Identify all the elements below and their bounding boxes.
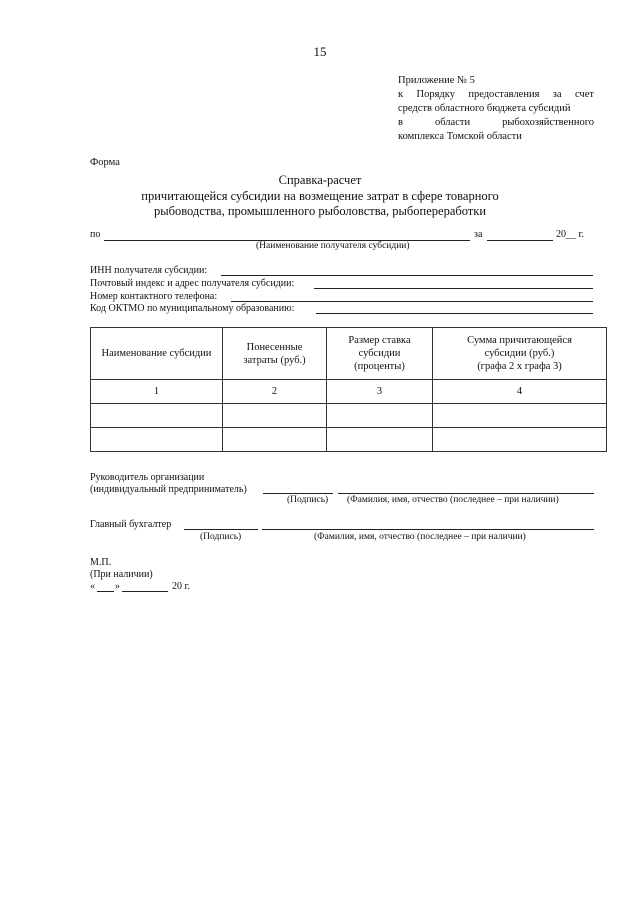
head-name-line[interactable] bbox=[338, 493, 594, 494]
date-open-quote: « bbox=[90, 581, 95, 592]
date-close-quote: » bbox=[115, 581, 120, 592]
phone-label: Номер контактного телефона: bbox=[90, 291, 218, 302]
table-row bbox=[91, 428, 607, 452]
table-cell[interactable] bbox=[433, 404, 607, 428]
column-number: 4 bbox=[433, 380, 607, 404]
head-signature-line[interactable] bbox=[263, 493, 333, 494]
column-number: 1 bbox=[91, 380, 223, 404]
page-number: 15 bbox=[313, 44, 327, 59]
period-line[interactable] bbox=[487, 240, 553, 241]
stamp-label: М.П. bbox=[90, 557, 112, 568]
head-signature-caption: (Подпись) bbox=[287, 495, 329, 505]
table-cell[interactable] bbox=[327, 404, 433, 428]
accountant-signature-caption: (Подпись) bbox=[200, 532, 242, 542]
oktmo-label: Код ОКТМО по муниципальному образованию: bbox=[90, 303, 295, 314]
accountant-name-caption: (Фамилия, имя, отчество (последнее – при наличии) bbox=[314, 532, 526, 542]
oktmo-line[interactable] bbox=[316, 313, 593, 314]
date-year: 20 г. bbox=[172, 581, 190, 592]
column-number: 2 bbox=[223, 380, 327, 404]
inn-line[interactable] bbox=[221, 275, 593, 276]
postal-label: Почтовый индекс и адрес получателя субсидии: bbox=[90, 278, 295, 289]
table-cell[interactable] bbox=[223, 404, 327, 428]
appendix-line-5: комплекса Томской области bbox=[398, 131, 522, 142]
accountant-signature-line[interactable] bbox=[184, 529, 258, 530]
inn-label: ИНН получателя субсидии: bbox=[90, 265, 208, 276]
stamp-note: (При наличии) bbox=[90, 569, 153, 580]
date-month-line[interactable] bbox=[122, 591, 168, 592]
table-cell[interactable] bbox=[91, 404, 223, 428]
recipient-caption: (Наименование получателя субсидии) bbox=[256, 241, 410, 251]
table-cell[interactable] bbox=[433, 428, 607, 452]
postal-line[interactable] bbox=[314, 288, 593, 289]
phone-line[interactable] bbox=[231, 301, 593, 302]
table-header-cell: Сумма причитающейся субсидии (руб.) (графа 2 x графа 3) bbox=[433, 328, 607, 380]
year-label: 20__ г. bbox=[556, 229, 584, 240]
document-subtitle-1: причитающейся субсидии на возмещение затрат в сфере товарного bbox=[141, 189, 499, 203]
column-number: 3 bbox=[327, 380, 433, 404]
table-header-row bbox=[91, 328, 607, 380]
table-number-row bbox=[91, 380, 607, 404]
date-day-line[interactable] bbox=[97, 591, 114, 592]
table-cell[interactable] bbox=[327, 428, 433, 452]
table-header-cell: Размер ставка субсидии (проценты) bbox=[327, 328, 433, 380]
appendix-block bbox=[398, 74, 594, 144]
table-cell[interactable] bbox=[223, 428, 327, 452]
head-name-caption: (Фамилия, имя, отчество (последнее – при наличии) bbox=[347, 495, 559, 505]
accountant-label: Главный бухгалтер bbox=[90, 519, 172, 530]
table-header-cell: Понесенные затраты (руб.) bbox=[223, 328, 327, 380]
table-row bbox=[91, 404, 607, 428]
appendix-line-3: средств областного бюджета субсидий bbox=[398, 103, 571, 114]
head-label-1: Руководитель организации bbox=[90, 472, 205, 483]
appendix-line-4: в области рыбохозяйственного bbox=[398, 117, 594, 128]
document-title: Справка-расчет bbox=[278, 173, 362, 187]
accountant-name-line[interactable] bbox=[262, 529, 594, 530]
form-label: Форма bbox=[90, 157, 120, 168]
appendix-line-2: к Порядку предоставления за счет bbox=[398, 89, 594, 100]
appendix-line-1: Приложение № 5 bbox=[398, 75, 475, 86]
table-header-cell: Наименование субсидии bbox=[91, 328, 223, 380]
document-subtitle-2: рыбоводства, промышленного рыболовства, рыбопереработки bbox=[153, 204, 487, 218]
head-label-2: (индивидуальный предприниматель) bbox=[90, 484, 247, 495]
subsidy-table bbox=[90, 327, 607, 452]
recipient-prefix: по bbox=[90, 229, 101, 240]
table-cell[interactable] bbox=[91, 428, 223, 452]
period-label: за bbox=[474, 229, 483, 240]
